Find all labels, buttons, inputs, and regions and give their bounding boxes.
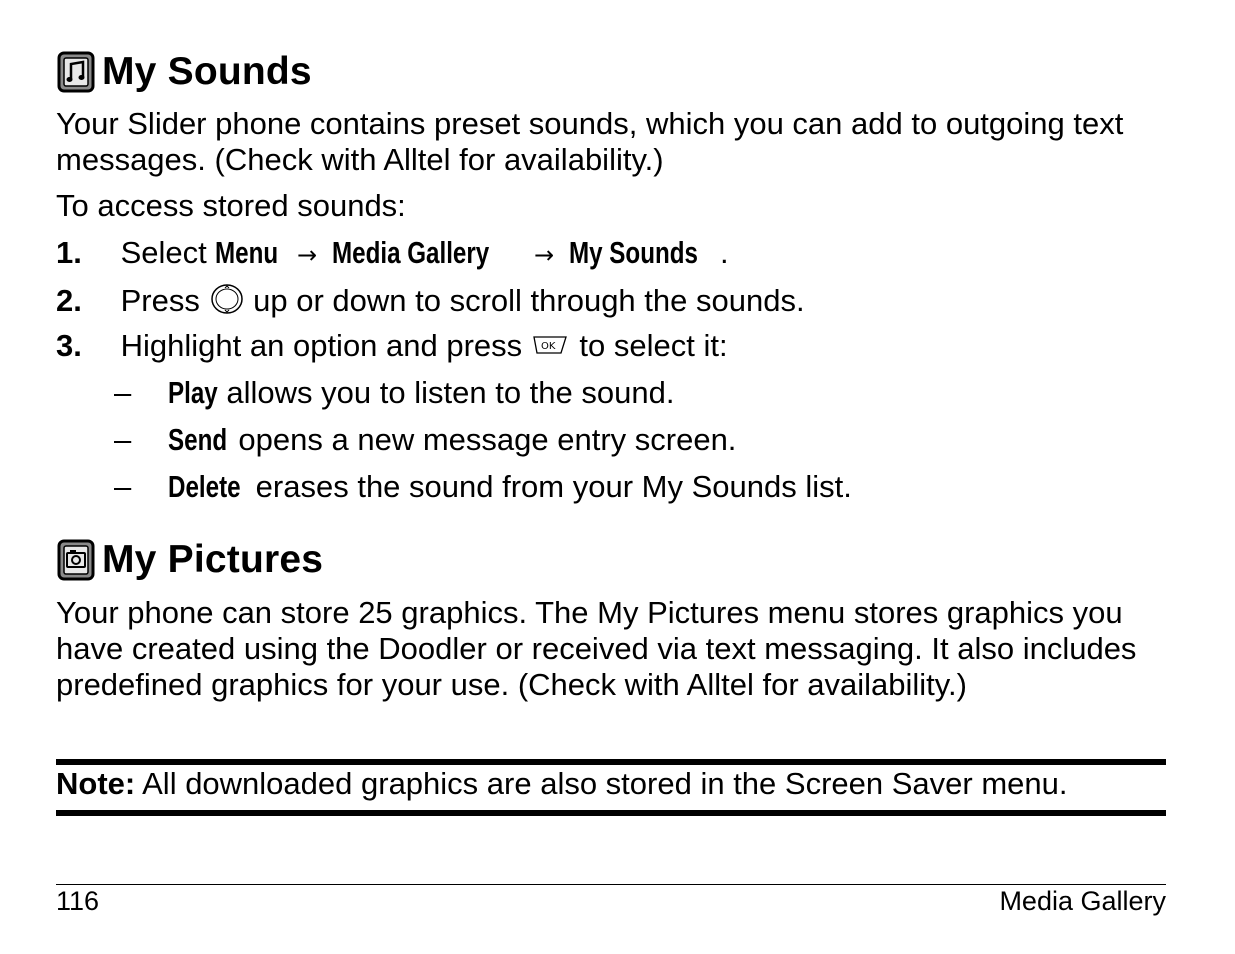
page-title: My Sounds <box>102 50 312 93</box>
dash: – <box>114 375 132 410</box>
step-3 <box>56 328 728 366</box>
arrow-right-icon: → <box>296 241 318 269</box>
step-number: 3. <box>56 328 82 363</box>
footer-section-name: Media Gallery <box>999 886 1166 916</box>
note <box>56 764 1068 804</box>
my-sounds-heading <box>56 50 312 94</box>
navigation-key-icon <box>209 282 245 324</box>
section-title: My Pictures <box>102 538 324 581</box>
sounds-access-text: To access stored sounds: <box>56 188 406 223</box>
dash: – <box>114 422 132 457</box>
footer-rule <box>56 884 1166 885</box>
my-pictures-heading <box>56 538 323 582</box>
menu-command: Media Gallery <box>331 235 489 270</box>
step-number: 1. <box>56 235 82 270</box>
step-2 <box>56 282 805 324</box>
step-number: 2. <box>56 283 82 319</box>
option-send <box>114 422 736 458</box>
svg-text:OK: OK <box>540 340 556 352</box>
step-text: . <box>720 235 729 270</box>
step-text: Select <box>120 235 207 270</box>
option-description: allows you to listen to the sound. <box>226 375 675 410</box>
option-label: Send <box>168 422 228 457</box>
step-text: to select it: <box>579 328 728 363</box>
dash: – <box>114 469 132 504</box>
music-note-icon <box>56 50 96 94</box>
option-delete <box>114 469 852 505</box>
step-1 <box>56 235 729 273</box>
option-description: opens a new message entry screen. <box>238 422 737 457</box>
note-label: Note: <box>56 766 136 801</box>
sounds-intro: Your Slider phone contains preset sounds, which you can add to outgoing text messages. (Check with Alltel for availability.) <box>56 106 1124 177</box>
option-label: Delete <box>168 469 241 504</box>
page-number: 116 <box>56 886 100 916</box>
note-text: All downloaded graphics are also stored in the Screen Saver menu. <box>142 766 1068 801</box>
option-description: erases the sound from your My Sounds list. <box>255 469 852 504</box>
step-text: Highlight an option and press <box>120 328 523 363</box>
option-play <box>114 375 674 411</box>
menu-command: Menu <box>215 235 279 270</box>
picture-icon <box>56 538 96 582</box>
pictures-intro: Your phone can store 25 graphics. The My Pictures menu stores graphics you have created using the Doodler or received via text messaging. It also includes predefined graphics for your use. (Check with Alltel for availability.) <box>56 595 1137 702</box>
ok-key-icon <box>531 330 571 366</box>
step-text: up or down to scroll through the sounds. <box>253 283 805 319</box>
option-label: Play <box>168 375 218 410</box>
step-text: Press <box>120 283 200 319</box>
menu-command: My Sounds <box>568 235 698 270</box>
arrow-right-icon: → <box>533 241 555 269</box>
note-bottom-rule <box>56 810 1166 816</box>
